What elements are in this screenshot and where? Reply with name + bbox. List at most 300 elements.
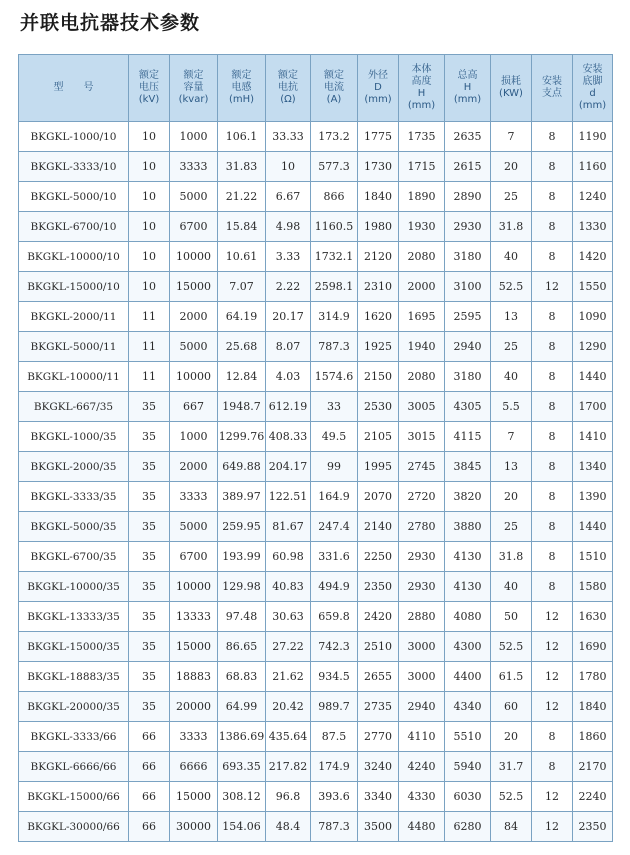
column-header (19, 55, 129, 122)
value-cell: 2150 (358, 362, 399, 392)
value-cell: 1630 (573, 602, 613, 632)
value-cell: 7 (491, 122, 532, 152)
value-cell: 1980 (358, 212, 399, 242)
model-cell: BKGKL-18883/35 (19, 662, 129, 692)
value-cell: 3180 (445, 362, 491, 392)
value-cell: 193.99 (218, 542, 266, 572)
table-header (19, 55, 613, 122)
value-cell: 1000 (170, 422, 218, 452)
value-cell: 577.3 (311, 152, 358, 182)
value-cell: 787.3 (311, 332, 358, 362)
value-cell: 1700 (573, 392, 613, 422)
table-row (19, 572, 613, 602)
value-cell: 1580 (573, 572, 613, 602)
value-cell: 3340 (358, 782, 399, 812)
column-header-line: 电感 (231, 82, 252, 93)
column-header (573, 55, 613, 122)
value-cell: 1925 (358, 332, 399, 362)
value-cell: 86.65 (218, 632, 266, 662)
value-cell: 33 (311, 392, 358, 422)
column-header (311, 55, 358, 122)
value-cell: 8 (532, 512, 573, 542)
value-cell: 8 (532, 152, 573, 182)
value-cell: 1000 (170, 122, 218, 152)
value-cell: 5940 (445, 752, 491, 782)
value-cell: 1730 (358, 152, 399, 182)
value-cell: 1620 (358, 302, 399, 332)
value-cell: 15000 (170, 272, 218, 302)
value-cell: 1940 (399, 332, 445, 362)
value-cell: 1420 (573, 242, 613, 272)
value-cell: 1299.76 (218, 422, 266, 452)
value-cell: 1390 (573, 482, 613, 512)
value-cell: 1890 (399, 182, 445, 212)
value-cell: 2930 (445, 212, 491, 242)
value-cell: 21.22 (218, 182, 266, 212)
model-cell: BKGKL-6666/66 (19, 752, 129, 782)
table-row (19, 302, 613, 332)
value-cell: 66 (129, 812, 170, 842)
value-cell: 84 (491, 812, 532, 842)
model-cell: BKGKL-10000/10 (19, 242, 129, 272)
value-cell: 10 (129, 272, 170, 302)
value-cell: 173.2 (311, 122, 358, 152)
value-cell: 1190 (573, 122, 613, 152)
value-cell: 164.9 (311, 482, 358, 512)
value-cell: 787.3 (311, 812, 358, 842)
column-header-line: (kvar) (178, 94, 209, 105)
value-cell: 1860 (573, 722, 613, 752)
column-header (266, 55, 311, 122)
model-cell: BKGKL-6700/10 (19, 212, 129, 242)
model-cell: BKGKL-13333/35 (19, 602, 129, 632)
value-cell: 61.5 (491, 662, 532, 692)
value-cell: 2080 (399, 242, 445, 272)
value-cell: 20000 (170, 692, 218, 722)
column-header-line: (Ω) (280, 94, 296, 105)
value-cell: 2940 (445, 332, 491, 362)
column-header-line: 电压 (139, 82, 159, 93)
value-cell: 13 (491, 302, 532, 332)
value-cell: 2250 (358, 542, 399, 572)
value-cell: 2000 (170, 302, 218, 332)
column-header (218, 55, 266, 122)
value-cell: 10 (129, 152, 170, 182)
value-cell: 8 (532, 572, 573, 602)
table-row (19, 272, 613, 302)
column-header-line: H (463, 82, 472, 93)
value-cell: 66 (129, 752, 170, 782)
value-cell: 1440 (573, 512, 613, 542)
value-cell: 25.68 (218, 332, 266, 362)
table-row (19, 662, 613, 692)
value-cell: 314.9 (311, 302, 358, 332)
table-row (19, 512, 613, 542)
value-cell: 30.63 (266, 602, 311, 632)
model-cell: BKGKL-5000/35 (19, 512, 129, 542)
value-cell: 2615 (445, 152, 491, 182)
model-cell: BKGKL-15000/66 (19, 782, 129, 812)
value-cell: 2880 (399, 602, 445, 632)
value-cell: 20 (491, 152, 532, 182)
value-cell: 1840 (573, 692, 613, 722)
column-header-line: 安装 (582, 64, 603, 75)
value-cell: 2930 (399, 572, 445, 602)
value-cell: 25 (491, 332, 532, 362)
model-cell: BKGKL-5000/11 (19, 332, 129, 362)
value-cell: 1410 (573, 422, 613, 452)
value-cell: 106.1 (218, 122, 266, 152)
value-cell: 331.6 (311, 542, 358, 572)
column-header-line: 额定 (231, 70, 252, 81)
value-cell: 2000 (399, 272, 445, 302)
value-cell: 1510 (573, 542, 613, 572)
column-header-line: 本体 (411, 64, 432, 75)
value-cell: 1240 (573, 182, 613, 212)
value-cell: 8 (532, 482, 573, 512)
column-header-line: 额定 (278, 70, 298, 81)
value-cell: 2598.1 (311, 272, 358, 302)
value-cell: 4130 (445, 572, 491, 602)
value-cell: 99 (311, 452, 358, 482)
value-cell: 393.6 (311, 782, 358, 812)
value-cell: 8 (532, 332, 573, 362)
value-cell: 1160.5 (311, 212, 358, 242)
value-cell: 667 (170, 392, 218, 422)
table-row (19, 542, 613, 572)
value-cell: 4330 (399, 782, 445, 812)
table-row (19, 752, 613, 782)
value-cell: 5510 (445, 722, 491, 752)
page-title: 并联电抗器技术参数 (20, 12, 201, 34)
value-cell: 122.51 (266, 482, 311, 512)
value-cell: 4.98 (266, 212, 311, 242)
value-cell: 2170 (573, 752, 613, 782)
value-cell: 7.07 (218, 272, 266, 302)
value-cell: 40.83 (266, 572, 311, 602)
value-cell: 2420 (358, 602, 399, 632)
value-cell: 25 (491, 182, 532, 212)
value-cell: 52.5 (491, 632, 532, 662)
value-cell: 5.5 (491, 392, 532, 422)
value-cell: 10 (129, 242, 170, 272)
column-header-line: (A) (326, 94, 342, 105)
value-cell: 2930 (399, 542, 445, 572)
value-cell: 3845 (445, 452, 491, 482)
value-cell: 6700 (170, 542, 218, 572)
model-cell: BKGKL-3333/35 (19, 482, 129, 512)
value-cell: 1290 (573, 332, 613, 362)
value-cell: 5000 (170, 512, 218, 542)
value-cell: 2770 (358, 722, 399, 752)
column-header-line: 高度 (411, 76, 432, 87)
value-cell: 8 (532, 392, 573, 422)
value-cell: 1330 (573, 212, 613, 242)
value-cell: 40 (491, 242, 532, 272)
value-cell: 10000 (170, 242, 218, 272)
value-cell: 18883 (170, 662, 218, 692)
value-cell: 10000 (170, 572, 218, 602)
value-cell: 8 (532, 302, 573, 332)
table-row (19, 602, 613, 632)
value-cell: 64.19 (218, 302, 266, 332)
value-cell: 11 (129, 332, 170, 362)
value-cell: 2000 (170, 452, 218, 482)
value-cell: 40 (491, 572, 532, 602)
model-cell: BKGKL-2000/11 (19, 302, 129, 332)
model-cell: BKGKL-1000/35 (19, 422, 129, 452)
value-cell: 8.07 (266, 332, 311, 362)
column-header-line: (mm) (364, 94, 392, 105)
value-cell: 2530 (358, 392, 399, 422)
value-cell: 3100 (445, 272, 491, 302)
value-cell: 15000 (170, 782, 218, 812)
value-cell: 3240 (358, 752, 399, 782)
model-cell: BKGKL-1000/10 (19, 122, 129, 152)
value-cell: 2745 (399, 452, 445, 482)
value-cell: 12 (532, 632, 573, 662)
value-cell: 20 (491, 722, 532, 752)
model-cell: BKGKL-2000/35 (19, 452, 129, 482)
value-cell: 2120 (358, 242, 399, 272)
column-header-line: 底脚 (582, 76, 603, 87)
value-cell: 934.5 (311, 662, 358, 692)
value-cell: 2940 (399, 692, 445, 722)
value-cell: 989.7 (311, 692, 358, 722)
value-cell: 1732.1 (311, 242, 358, 272)
value-cell: 435.64 (266, 722, 311, 752)
value-cell: 389.97 (218, 482, 266, 512)
table-body (19, 122, 613, 842)
value-cell: 3.33 (266, 242, 311, 272)
table-row (19, 122, 613, 152)
value-cell: 1780 (573, 662, 613, 692)
value-cell: 31.8 (491, 212, 532, 242)
column-header (129, 55, 170, 122)
value-cell: 6030 (445, 782, 491, 812)
value-cell: 3000 (399, 662, 445, 692)
value-cell: 35 (129, 572, 170, 602)
value-cell: 8 (532, 242, 573, 272)
value-cell: 5000 (170, 332, 218, 362)
value-cell: 8 (532, 542, 573, 572)
column-header-line: (mm) (578, 100, 607, 111)
column-header-line: (KW) (499, 88, 523, 99)
value-cell: 494.9 (311, 572, 358, 602)
value-cell: 2510 (358, 632, 399, 662)
table-row (19, 182, 613, 212)
model-cell: BKGKL-15000/35 (19, 632, 129, 662)
value-cell: 1775 (358, 122, 399, 152)
value-cell: 3015 (399, 422, 445, 452)
value-cell: 31.7 (491, 752, 532, 782)
value-cell: 8 (532, 752, 573, 782)
value-cell: 35 (129, 512, 170, 542)
model-cell: BKGKL-3333/10 (19, 152, 129, 182)
value-cell: 21.62 (266, 662, 311, 692)
value-cell: 8 (532, 362, 573, 392)
value-cell: 6280 (445, 812, 491, 842)
value-cell: 2240 (573, 782, 613, 812)
value-cell: 10000 (170, 362, 218, 392)
value-cell: 12 (532, 272, 573, 302)
column-header-line: (mm) (453, 94, 482, 105)
value-cell: 2350 (573, 812, 613, 842)
value-cell: 4115 (445, 422, 491, 452)
value-cell: 60.98 (266, 542, 311, 572)
value-cell: 217.82 (266, 752, 311, 782)
value-cell: 8 (532, 452, 573, 482)
value-cell: 66 (129, 722, 170, 752)
value-cell: 6666 (170, 752, 218, 782)
value-cell: 742.3 (311, 632, 358, 662)
value-cell: 12 (532, 782, 573, 812)
value-cell: 30000 (170, 812, 218, 842)
value-cell: 3005 (399, 392, 445, 422)
value-cell: 154.06 (218, 812, 266, 842)
table-row (19, 212, 613, 242)
table-row (19, 362, 613, 392)
value-cell: 2140 (358, 512, 399, 542)
value-cell: 50 (491, 602, 532, 632)
model-cell: BKGKL-3333/66 (19, 722, 129, 752)
value-cell: 35 (129, 632, 170, 662)
value-cell: 11 (129, 302, 170, 332)
value-cell: 4.03 (266, 362, 311, 392)
value-cell: 4400 (445, 662, 491, 692)
column-header-line: 额定 (324, 70, 344, 81)
value-cell: 20.42 (266, 692, 311, 722)
column-header-line: (mH) (228, 94, 255, 105)
value-cell: 1550 (573, 272, 613, 302)
value-cell: 8 (532, 212, 573, 242)
column-header-line: 安装 (542, 76, 562, 87)
value-cell: 48.4 (266, 812, 311, 842)
value-cell: 4130 (445, 542, 491, 572)
value-cell: 12 (532, 692, 573, 722)
column-header (170, 55, 218, 122)
value-cell: 4110 (399, 722, 445, 752)
value-cell: 6700 (170, 212, 218, 242)
value-cell: 247.4 (311, 512, 358, 542)
column-header-line: 损耗 (501, 76, 521, 87)
column-header-line: 电抗 (278, 82, 298, 93)
value-cell: 408.33 (266, 422, 311, 452)
value-cell: 659.8 (311, 602, 358, 632)
value-cell: 3180 (445, 242, 491, 272)
table-row (19, 332, 613, 362)
column-header-line: D (374, 82, 382, 93)
value-cell: 2655 (358, 662, 399, 692)
value-cell: 2105 (358, 422, 399, 452)
model-cell: BKGKL-30000/66 (19, 812, 129, 842)
value-cell: 81.67 (266, 512, 311, 542)
column-header-line: (mm) (407, 100, 436, 111)
value-cell: 1695 (399, 302, 445, 332)
value-cell: 4300 (445, 632, 491, 662)
value-cell: 5000 (170, 182, 218, 212)
value-cell: 2595 (445, 302, 491, 332)
value-cell: 1840 (358, 182, 399, 212)
value-cell: 10 (129, 212, 170, 242)
value-cell: 2890 (445, 182, 491, 212)
value-cell: 129.98 (218, 572, 266, 602)
value-cell: 10.61 (218, 242, 266, 272)
value-cell: 13 (491, 452, 532, 482)
table-row (19, 242, 613, 272)
value-cell: 8 (532, 182, 573, 212)
value-cell: 60 (491, 692, 532, 722)
value-cell: 10 (129, 182, 170, 212)
value-cell: 1090 (573, 302, 613, 332)
value-cell: 27.22 (266, 632, 311, 662)
table-row (19, 812, 613, 842)
reactor-spec-table (18, 54, 613, 842)
value-cell: 2735 (358, 692, 399, 722)
value-cell: 12 (532, 812, 573, 842)
value-cell: 8 (532, 722, 573, 752)
column-header-line: 额定 (139, 70, 159, 81)
column-header-line: 外径 (368, 70, 388, 81)
value-cell: 259.95 (218, 512, 266, 542)
column-header-line: d (589, 88, 596, 99)
value-cell: 2635 (445, 122, 491, 152)
value-cell: 4480 (399, 812, 445, 842)
value-cell: 31.8 (491, 542, 532, 572)
value-cell: 308.12 (218, 782, 266, 812)
value-cell: 35 (129, 542, 170, 572)
column-header (399, 55, 445, 122)
table-row (19, 392, 613, 422)
value-cell: 866 (311, 182, 358, 212)
column-header (358, 55, 399, 122)
column-header (445, 55, 491, 122)
value-cell: 2780 (399, 512, 445, 542)
value-cell: 2070 (358, 482, 399, 512)
value-cell: 35 (129, 392, 170, 422)
value-cell: 2310 (358, 272, 399, 302)
value-cell: 3000 (399, 632, 445, 662)
model-cell: BKGKL-10000/35 (19, 572, 129, 602)
table-row (19, 422, 613, 452)
column-header-line: 容量 (183, 82, 204, 93)
table-row (19, 692, 613, 722)
value-cell: 52.5 (491, 272, 532, 302)
value-cell: 66 (129, 782, 170, 812)
value-cell: 13333 (170, 602, 218, 632)
value-cell: 1690 (573, 632, 613, 662)
value-cell: 612.19 (266, 392, 311, 422)
value-cell: 3333 (170, 482, 218, 512)
value-cell: 68.83 (218, 662, 266, 692)
column-header-line: 电流 (324, 82, 344, 93)
value-cell: 12 (532, 662, 573, 692)
value-cell: 15000 (170, 632, 218, 662)
value-cell: 35 (129, 602, 170, 632)
value-cell: 64.99 (218, 692, 266, 722)
value-cell: 15.84 (218, 212, 266, 242)
column-header (491, 55, 532, 122)
value-cell: 8 (532, 122, 573, 152)
value-cell: 87.5 (311, 722, 358, 752)
value-cell: 33.33 (266, 122, 311, 152)
value-cell: 4080 (445, 602, 491, 632)
value-cell: 6.67 (266, 182, 311, 212)
value-cell: 35 (129, 422, 170, 452)
value-cell: 2350 (358, 572, 399, 602)
column-header-line: 额定 (183, 70, 204, 81)
column-header-line: 支点 (542, 88, 562, 99)
